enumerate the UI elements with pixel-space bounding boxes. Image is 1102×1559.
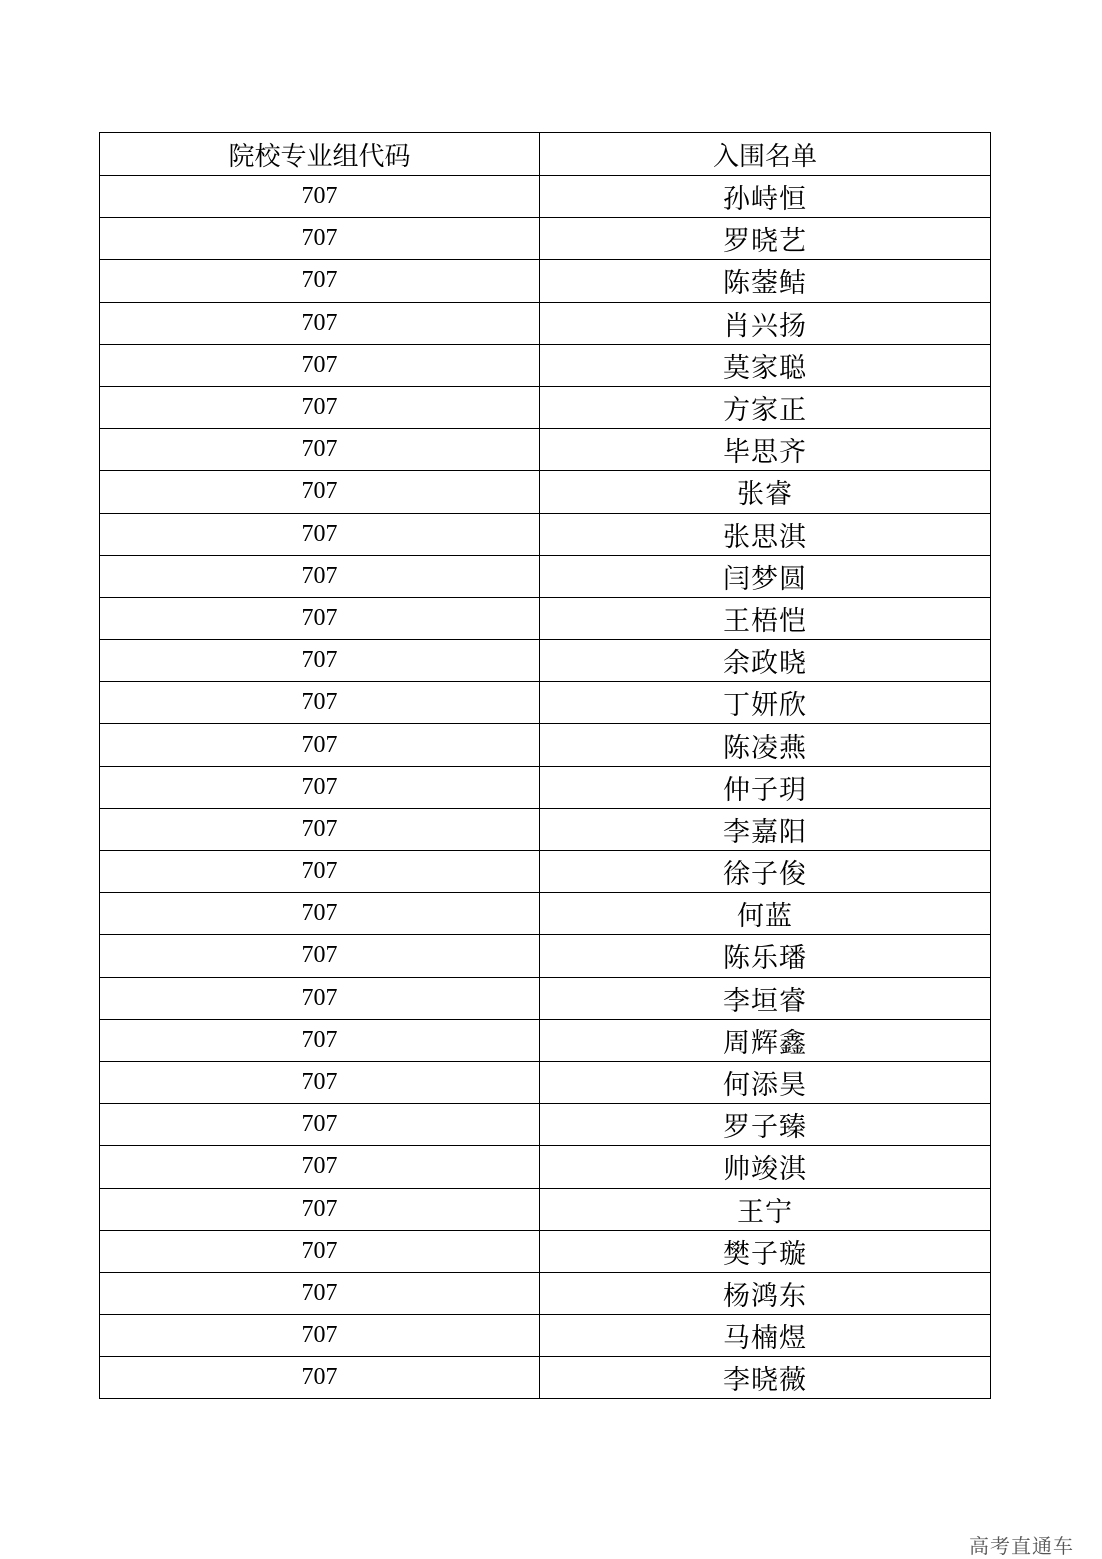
table-header-row [100, 133, 991, 176]
group-code-cell: 707 [100, 851, 540, 893]
table-row [100, 176, 991, 218]
table-row [100, 429, 991, 471]
candidate-name-cell: 樊子璇 [540, 1230, 991, 1272]
candidate-name-cell: 余政晓 [540, 640, 991, 682]
table-row [100, 851, 991, 893]
group-code-cell: 707 [100, 513, 540, 555]
candidate-name-cell: 杨鸿东 [540, 1272, 991, 1314]
candidate-name-cell: 何添昊 [540, 1061, 991, 1103]
table-row [100, 1019, 991, 1061]
group-code-cell: 707 [100, 1315, 540, 1357]
group-code-cell: 707 [100, 1230, 540, 1272]
table-row [100, 935, 991, 977]
candidate-name-cell: 张思淇 [540, 513, 991, 555]
shortlist-table [99, 132, 991, 1399]
table-row [100, 1061, 991, 1103]
group-code-cell: 707 [100, 1019, 540, 1061]
table-row [100, 1272, 991, 1314]
table-row [100, 724, 991, 766]
group-code-cell: 707 [100, 302, 540, 344]
table-row [100, 302, 991, 344]
candidate-name-cell: 王梧恺 [540, 597, 991, 639]
table-row [100, 344, 991, 386]
group-code-cell: 707 [100, 977, 540, 1019]
group-code-cell: 707 [100, 640, 540, 682]
table-row [100, 555, 991, 597]
group-code-cell: 707 [100, 429, 540, 471]
group-code-cell: 707 [100, 471, 540, 513]
candidate-name-cell: 孙峙恒 [540, 176, 991, 218]
candidate-name-cell: 徐子俊 [540, 851, 991, 893]
candidate-name-cell: 罗晓艺 [540, 218, 991, 260]
candidate-name-cell: 张睿 [540, 471, 991, 513]
group-code-cell: 707 [100, 808, 540, 850]
candidate-name-cell: 肖兴扬 [540, 302, 991, 344]
table-row [100, 682, 991, 724]
table-row [100, 513, 991, 555]
table-row [100, 386, 991, 428]
table-row [100, 977, 991, 1019]
candidate-name-cell: 周辉鑫 [540, 1019, 991, 1061]
table-row [100, 1230, 991, 1272]
candidate-name-cell: 李嘉阳 [540, 808, 991, 850]
table-body [100, 176, 991, 1399]
candidate-name-cell: 闫梦圆 [540, 555, 991, 597]
candidate-name-cell: 方家正 [540, 386, 991, 428]
group-code-cell: 707 [100, 682, 540, 724]
group-code-cell: 707 [100, 766, 540, 808]
candidate-name-cell: 王宁 [540, 1188, 991, 1230]
group-code-cell: 707 [100, 1272, 540, 1314]
candidate-name-cell: 李晓薇 [540, 1357, 991, 1399]
table-row [100, 218, 991, 260]
table-row [100, 808, 991, 850]
group-code-cell: 707 [100, 1104, 540, 1146]
group-code-cell: 707 [100, 1357, 540, 1399]
group-code-cell: 707 [100, 935, 540, 977]
table-row [100, 260, 991, 302]
watermark-text: 高考直通车 [969, 1534, 1074, 1558]
table-row [100, 766, 991, 808]
header-code: 院校专业组代码 [100, 133, 540, 176]
group-code-cell: 707 [100, 555, 540, 597]
candidate-name-cell: 丁妍欣 [540, 682, 991, 724]
table-row [100, 1104, 991, 1146]
table-row [100, 1357, 991, 1399]
table-row [100, 1315, 991, 1357]
group-code-cell: 707 [100, 893, 540, 935]
candidate-name-cell: 何蓝 [540, 893, 991, 935]
candidate-name-cell: 马楠煜 [540, 1315, 991, 1357]
table-row [100, 640, 991, 682]
table-row [100, 893, 991, 935]
candidate-name-cell: 陈乐璠 [540, 935, 991, 977]
table-row [100, 471, 991, 513]
group-code-cell: 707 [100, 724, 540, 766]
group-code-cell: 707 [100, 1146, 540, 1188]
group-code-cell: 707 [100, 386, 540, 428]
candidate-name-cell: 仲子玥 [540, 766, 991, 808]
table-row [100, 1188, 991, 1230]
group-code-cell: 707 [100, 218, 540, 260]
candidate-name-cell: 毕思齐 [540, 429, 991, 471]
candidate-name-cell: 陈凌燕 [540, 724, 991, 766]
group-code-cell: 707 [100, 1188, 540, 1230]
header-name: 入围名单 [540, 133, 991, 176]
group-code-cell: 707 [100, 344, 540, 386]
candidate-name-cell: 李垣睿 [540, 977, 991, 1019]
table-row [100, 597, 991, 639]
candidate-name-cell: 陈蓥鲒 [540, 260, 991, 302]
candidate-name-cell: 罗子臻 [540, 1104, 991, 1146]
table-row [100, 1146, 991, 1188]
group-code-cell: 707 [100, 1061, 540, 1103]
group-code-cell: 707 [100, 176, 540, 218]
group-code-cell: 707 [100, 260, 540, 302]
candidate-name-cell: 莫家聪 [540, 344, 991, 386]
candidate-name-cell: 帅竣淇 [540, 1146, 991, 1188]
group-code-cell: 707 [100, 597, 540, 639]
